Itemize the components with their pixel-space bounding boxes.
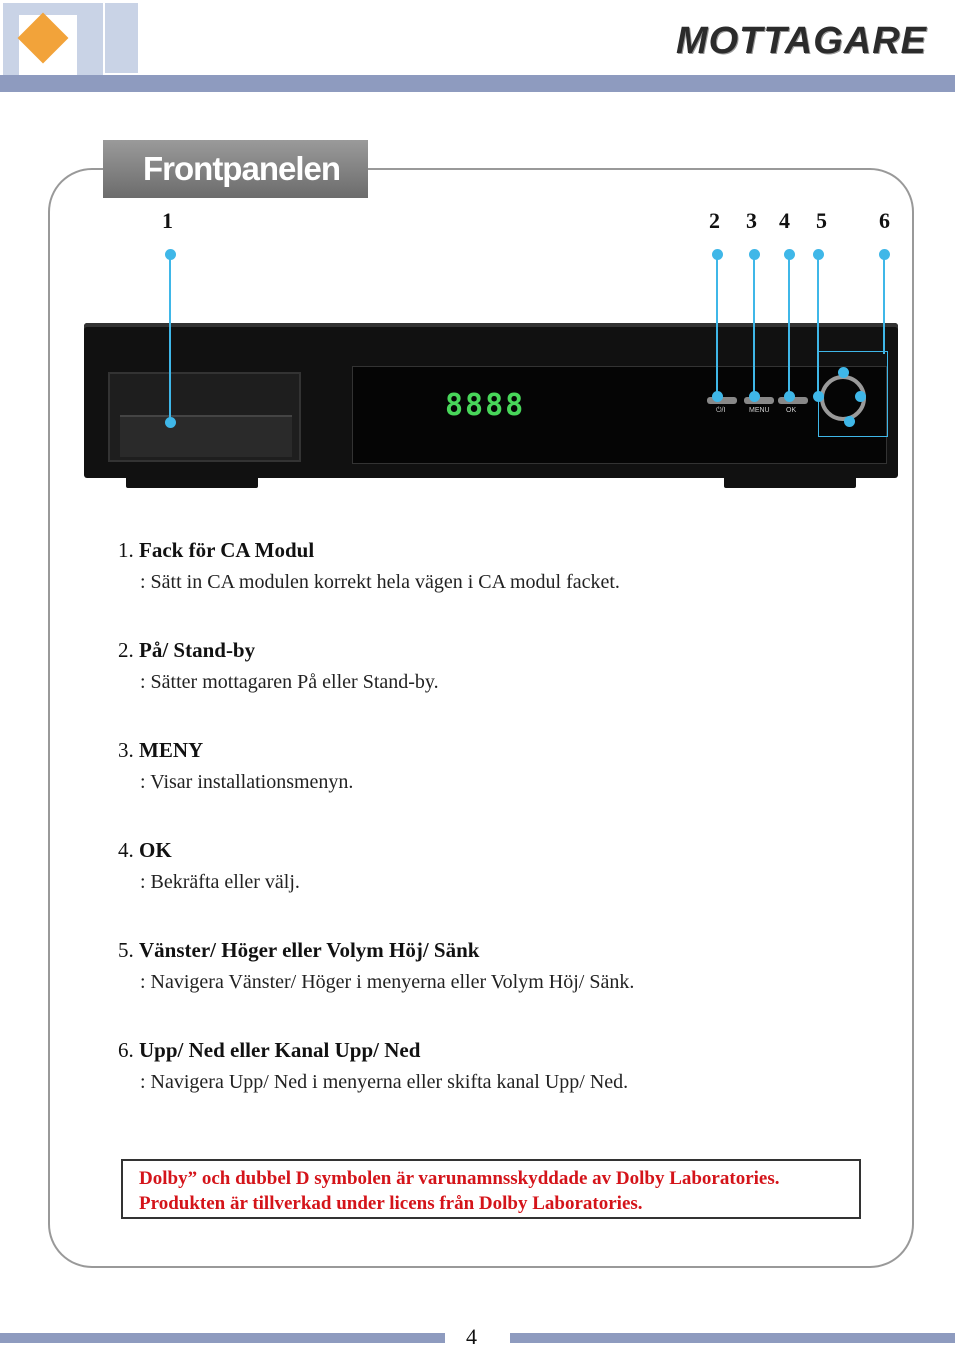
callout-dot-2-bottom (712, 391, 723, 402)
item-title: Fack för CA Modul (139, 538, 315, 562)
callout-line-1 (169, 254, 171, 422)
callout-dot-1-bottom (165, 417, 176, 428)
page-header (0, 0, 955, 92)
receiver-foot-right (724, 476, 856, 488)
receiver-foot-left (126, 476, 258, 488)
logo-bar (105, 3, 138, 73)
item-description: : Bekräfta eller välj. (140, 871, 300, 893)
ok-button-label: OK (786, 407, 797, 414)
list-item (118, 1038, 420, 1063)
footer-rule-left (0, 1333, 445, 1343)
item-description: : Visar installationsmenyn. (140, 771, 354, 793)
list-item (118, 938, 479, 963)
footer-rule-right (510, 1333, 955, 1343)
callout-dot-2-top (712, 249, 723, 260)
power-button-label: ⏻/I (716, 407, 726, 414)
callout-number-4: 4 (779, 208, 790, 233)
item-title: OK (139, 838, 172, 862)
callout-dot-6-up (838, 367, 849, 378)
item-title: Upp/ Ned eller Kanal Upp/ Ned (139, 1038, 421, 1062)
item-number: 6. (118, 1038, 134, 1062)
page-title: MOTTAGARE (675, 20, 927, 62)
callout-line-6 (883, 254, 885, 354)
callout-dot-4-top (784, 249, 795, 260)
callout-dot-5-right (855, 391, 866, 402)
callout-dot-6-down (844, 416, 855, 427)
callout-number-5: 5 (816, 208, 827, 233)
callout-dot-5-top (813, 249, 824, 260)
ca-module-slot-inner (120, 415, 292, 457)
header-rule (0, 75, 955, 92)
menu-button-label: MENU (749, 407, 770, 414)
item-number: 4. (118, 838, 134, 862)
callout-dot-1-top (165, 249, 176, 260)
section-title: Frontpanelen (103, 140, 368, 198)
callout-line-4 (788, 254, 790, 396)
callout-number-6: 6 (879, 208, 890, 233)
callout-number-1: 1 (162, 208, 173, 233)
item-title: Vänster/ Höger eller Volym Höj/ Sänk (139, 938, 480, 962)
item-number: 1. (118, 538, 134, 562)
callout-line-3 (753, 254, 755, 396)
callout-dot-3-top (749, 249, 760, 260)
display-panel (352, 366, 887, 464)
notice-line-2: Produkten är tillverkad under licens från Dolby Laboratories. (139, 1193, 643, 1214)
item-description: : Navigera Vänster/ Höger i menyerna eller Volym Höj/ Sänk. (140, 971, 635, 993)
callout-number-2: 2 (709, 208, 720, 233)
item-description: : Sätt in CA modulen korrekt hela vägen i CA modul facket. (140, 571, 620, 593)
dolby-notice (121, 1159, 861, 1219)
page-number: 4 (466, 1324, 477, 1349)
item-title: På/ Stand-by (139, 638, 256, 662)
item-number: 5. (118, 938, 134, 962)
callout-line-2 (716, 254, 718, 396)
list-item (118, 838, 172, 863)
led-display: 8888 (445, 388, 526, 423)
callout-dot-5-bottom (813, 391, 824, 402)
list-item (118, 538, 314, 563)
item-description: : Navigera Upp/ Ned i menyerna eller skifta kanal Upp/ Ned. (140, 1071, 629, 1093)
callout-dot-3-bottom (749, 391, 760, 402)
list-item (118, 738, 203, 763)
callout-line-5 (817, 254, 819, 396)
item-description: : Sätter mottagaren På eller Stand-by. (140, 671, 439, 693)
callout-dot-4-bottom (784, 391, 795, 402)
callout-number-3: 3 (746, 208, 757, 233)
item-title: MENY (139, 738, 204, 762)
list-item (118, 638, 255, 663)
item-number: 2. (118, 638, 134, 662)
notice-line-1: Dolby” och dubbel D symbolen är varunamnsskyddade av Dolby Laboratories. (139, 1168, 780, 1189)
callout-dot-6-top (879, 249, 890, 260)
item-number: 3. (118, 738, 134, 762)
